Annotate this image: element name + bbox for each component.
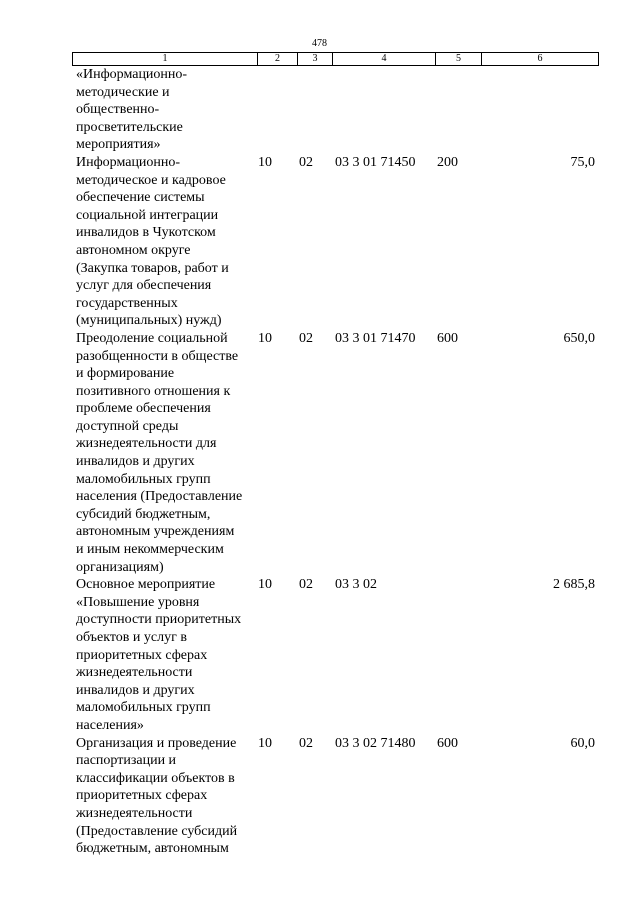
row-name-line: позитивного отношения к bbox=[76, 383, 231, 399]
target-article-code: 03 3 01 71450 bbox=[335, 154, 416, 170]
row-name-line: автономным учреждениям bbox=[76, 524, 235, 540]
column-number-2: 2 bbox=[258, 53, 298, 66]
subsection-code: 02 bbox=[299, 154, 313, 170]
row-name-line: Основное мероприятие bbox=[76, 577, 216, 593]
row-name-line: (Закупка товаров, работ и bbox=[76, 260, 229, 276]
row-name bbox=[76, 576, 260, 734]
row-name bbox=[76, 66, 260, 154]
amount: 650,0 bbox=[563, 330, 595, 346]
row-name-line: приоритетных сферах bbox=[76, 647, 208, 663]
row-name-line: Организация и проведение bbox=[76, 735, 237, 751]
row-name-line: и формирование bbox=[76, 366, 175, 382]
amount: 60,0 bbox=[570, 735, 595, 751]
row-name-line: населения» bbox=[76, 717, 144, 733]
row-name-line: инвалидов и других bbox=[76, 682, 195, 698]
row-name-line: доступной среды bbox=[76, 418, 179, 434]
column-number-4: 4 bbox=[333, 53, 436, 66]
column-number-6: 6 bbox=[482, 53, 599, 66]
row-name-line: методическое и кадровое bbox=[76, 172, 226, 188]
row-name-line: классификации объектов в bbox=[76, 770, 235, 786]
subsection-code: 02 bbox=[299, 735, 313, 751]
expense-type-code: 600 bbox=[437, 330, 458, 346]
section-code: 10 bbox=[258, 154, 272, 170]
row-name-line: маломобильных групп bbox=[76, 471, 211, 487]
expense-type-code: 200 bbox=[437, 154, 458, 170]
target-article-code: 03 3 02 71480 bbox=[335, 735, 416, 751]
target-article-code: 03 3 01 71470 bbox=[335, 330, 416, 346]
row-name-line: инвалидов в Чукотском bbox=[76, 225, 216, 241]
row-name-line: жизнедеятельности bbox=[76, 665, 193, 681]
row-name-line: методические и bbox=[76, 84, 170, 100]
table-row bbox=[0, 66, 639, 154]
row-name-line: Информационно- bbox=[76, 154, 181, 170]
row-name-line: жизнедеятельности bbox=[76, 805, 193, 821]
row-name-line: жизнедеятельности для bbox=[76, 436, 217, 452]
row-name-line: просветительские bbox=[76, 119, 183, 135]
table-row bbox=[0, 154, 639, 330]
amount: 75,0 bbox=[570, 154, 595, 170]
column-number-3: 3 bbox=[298, 53, 333, 66]
row-name-line: проблеме обеспечения bbox=[76, 401, 211, 417]
subsection-code: 02 bbox=[299, 330, 313, 346]
target-article-code: 03 3 02 bbox=[335, 577, 377, 593]
row-name-line: приоритетных сферах bbox=[76, 788, 208, 804]
row-name bbox=[76, 330, 260, 576]
row-name-line: услуг для обеспечения bbox=[76, 278, 212, 294]
row-name bbox=[76, 154, 260, 330]
column-number-5: 5 bbox=[436, 53, 482, 66]
expense-type-code: 600 bbox=[437, 735, 458, 751]
section-code: 10 bbox=[258, 735, 272, 751]
row-name-line: бюджетным, автономным bbox=[76, 841, 229, 857]
row-name-line: «Информационно- bbox=[76, 67, 188, 82]
row-name-line: доступности приоритетных bbox=[76, 612, 242, 628]
row-name-line: общественно- bbox=[76, 102, 160, 118]
row-name-line: (Предоставление субсидий bbox=[76, 823, 238, 839]
row-name-line: разобщенности в обществе bbox=[76, 348, 239, 364]
row-name-line: государственных bbox=[76, 295, 178, 311]
row-name-line: организациям) bbox=[76, 559, 164, 575]
column-number-1: 1 bbox=[73, 53, 258, 66]
row-name-line: инвалидов и других bbox=[76, 454, 195, 470]
row-name-line: маломобильных групп bbox=[76, 700, 211, 716]
table-row bbox=[0, 576, 639, 734]
row-name-line: автономном округе bbox=[76, 242, 191, 258]
table-body bbox=[0, 66, 639, 858]
row-name-line: Преодоление социальной bbox=[76, 330, 228, 346]
row-name-line: и иным некоммерческим bbox=[76, 542, 224, 558]
row-name-line: социальной интеграции bbox=[76, 207, 219, 223]
row-name-line: объектов и услуг в bbox=[76, 630, 187, 645]
row-name bbox=[76, 735, 260, 858]
table-header bbox=[72, 52, 599, 66]
row-name-line: населения (Предоставление bbox=[76, 489, 243, 505]
amount: 2 685,8 bbox=[553, 577, 595, 593]
row-name-line: обеспечение системы bbox=[76, 190, 205, 206]
row-name-line: субсидий бюджетным, bbox=[76, 506, 211, 522]
table-row bbox=[0, 330, 639, 576]
row-name-line: паспортизации и bbox=[76, 753, 177, 769]
subsection-code: 02 bbox=[299, 577, 313, 593]
section-code: 10 bbox=[258, 577, 272, 593]
row-name-line: «Повышение уровня bbox=[76, 594, 200, 610]
row-name-line: мероприятия» bbox=[76, 137, 161, 153]
row-name-line: (муниципальных) нужд) bbox=[76, 313, 222, 329]
table-row bbox=[0, 735, 639, 858]
section-code: 10 bbox=[258, 330, 272, 346]
page-number: 478 bbox=[312, 38, 327, 49]
